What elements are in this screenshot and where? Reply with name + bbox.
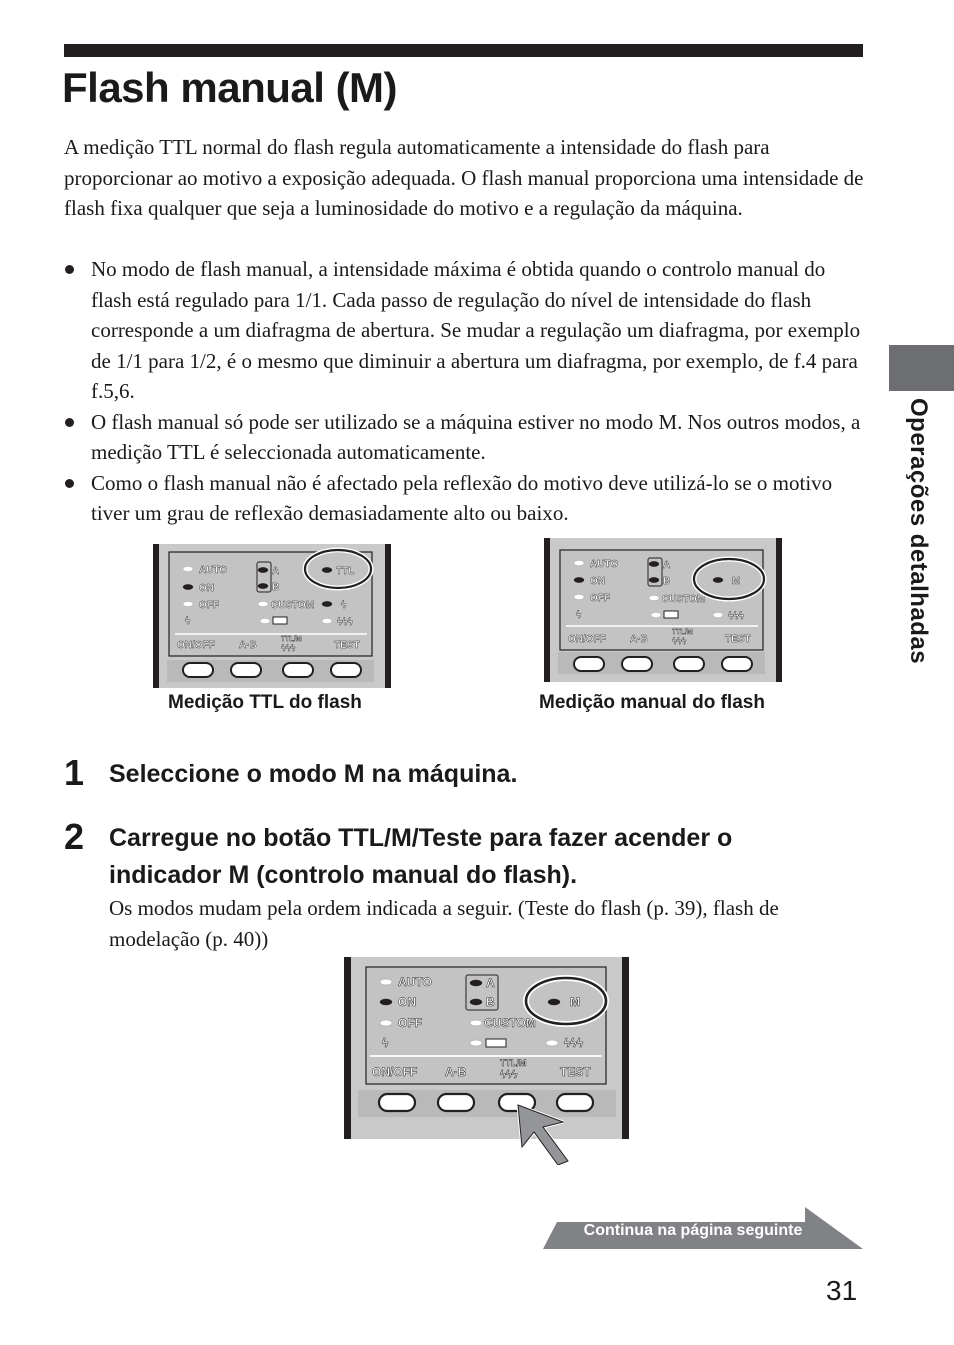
flash-icon: ϟ — [341, 600, 347, 611]
ttlm-test-button — [674, 657, 704, 671]
label-auto: AUTO — [199, 565, 228, 576]
bullet-item — [64, 407, 864, 468]
step-number: 2 — [64, 816, 85, 857]
step-text: Seleccione o modo M na máquina. — [109, 760, 518, 788]
flash-panel-ttl-drawing — [153, 544, 391, 688]
label-auto: AUTO — [590, 559, 619, 570]
ab-label: A·B — [630, 634, 648, 645]
step-description: Os modos mudam pela ordem indicada a seguir. (Teste do flash (p. 39), flash de modelação (p. 40)) — [109, 896, 779, 951]
modeling-flash-icon: ϟϟϟ — [672, 636, 687, 646]
flash-icon: ϟ — [382, 1036, 389, 1050]
intro-paragraph: A medição TTL normal do flash regula automaticamente a intensidade do flash para proporcionar ao motivo a exposição adequada. O flash manual proporciona uma intensidade de flash fixa qualquer que seja a luminosidade do motivo e a regulação da máquina. — [64, 135, 864, 220]
label-ttl: TTL — [336, 566, 355, 577]
onoff-button — [574, 657, 604, 671]
label-b: B — [272, 582, 280, 593]
test-label: TEST — [334, 640, 360, 651]
flash-panel-manual-drawing — [544, 538, 782, 682]
flash-panel-ttl — [153, 544, 391, 688]
flash-panel-step-drawing — [344, 957, 629, 1165]
modeling-flash-icon: ϟϟϟ — [564, 1036, 584, 1050]
label-on: ON — [590, 576, 605, 587]
page-title: Flash manual (M) — [62, 64, 398, 111]
test-button — [331, 663, 361, 677]
step-number: 1 — [64, 752, 85, 793]
flash-panel-step — [344, 957, 629, 1165]
ab-label: A·B — [445, 1065, 467, 1079]
label-a: A — [486, 976, 495, 990]
flash-panel-manual — [544, 538, 782, 682]
bullet-dot-icon — [65, 418, 74, 427]
modeling-flash-icon: ϟϟϟ — [281, 643, 296, 653]
label-b: B — [663, 576, 671, 587]
label-b: B — [486, 995, 495, 1009]
label-m: M — [732, 576, 741, 587]
label-a: A — [272, 566, 280, 577]
onoff-label: ON/OFF — [568, 634, 606, 645]
section-tab-label: Operações detalhadas — [905, 398, 932, 665]
label-on: ON — [398, 995, 416, 1009]
label-on: ON — [199, 583, 214, 594]
onoff-button — [379, 1094, 415, 1111]
test-label: TEST — [725, 634, 751, 645]
figure-caption-ttl: Medição TTL do flash — [168, 692, 362, 713]
ttlm-test-button — [283, 663, 313, 677]
ttlm-label: TTL/M — [281, 636, 302, 643]
ab-label: A·B — [239, 640, 257, 651]
bullet-item — [64, 468, 864, 529]
modeling-flash-icon: ϟϟϟ — [500, 1069, 518, 1081]
figure-caption-manual: Medição manual do flash — [539, 692, 765, 713]
ab-button — [231, 663, 261, 677]
ttlm-label: TTL/M — [500, 1058, 527, 1068]
bullet-item — [64, 254, 864, 407]
page-number: 31 — [826, 1275, 858, 1306]
label-off: OFF — [398, 1016, 422, 1030]
label-m: M — [570, 995, 580, 1009]
bullet-dot-icon — [65, 479, 74, 488]
ab-button — [622, 657, 652, 671]
section-tab-marker — [889, 345, 954, 391]
label-custom: CUSTOM — [484, 1016, 536, 1030]
flash-icon: ϟ — [576, 610, 582, 621]
test-button — [557, 1094, 593, 1111]
test-label: TEST — [560, 1065, 591, 1079]
label-off: OFF — [590, 593, 610, 604]
bullet-text: Como o flash manual não é afectado pela reflexão do motivo deve utilizá-lo se o motivo tiver um grau de reflexão demasiadamente alto ou baixo. — [91, 470, 833, 525]
label-a: A — [663, 560, 671, 571]
label-custom: CUSTOM — [271, 600, 315, 611]
ttlm-label: TTL/M — [672, 629, 693, 636]
onoff-label: ON/OFF — [372, 1065, 418, 1079]
onoff-label: ON/OFF — [177, 640, 215, 651]
continue-label: Continua na página seguinte — [583, 1222, 803, 1239]
test-button — [722, 657, 752, 671]
modeling-flash-icon: ϟϟϟ — [337, 617, 353, 628]
ab-button — [438, 1094, 474, 1111]
modeling-flash-icon: ϟϟϟ — [728, 611, 744, 622]
bullet-dot-icon — [65, 265, 74, 274]
bullet-list — [64, 254, 864, 529]
bullet-text: No modo de flash manual, a intensidade máxima é obtida quando o controlo manual do flash está regulado para 1/1. Cada passo de regulação do nível de intensidade do flash corresponde a um diafragma de abertura. Se mudar a regulação um diafragma, por exemplo de 1/1 para 1/2, é o mesmo que diminuir a abertura um diafragma, por exemplo, de f.4 para f.5,6. — [91, 257, 861, 403]
label-auto: AUTO — [398, 975, 432, 989]
bullet-text: O flash manual só pode ser utilizado se a máquina estiver no modo M. Nos outros modos, a medição TTL é seleccionada automaticamente. — [91, 409, 861, 464]
onoff-button — [183, 663, 213, 677]
flash-icon: ϟ — [185, 616, 191, 627]
label-off: OFF — [199, 600, 219, 611]
step-text: Carregue no botão TTL/M/Teste para fazer acender o indicador M (controlo manual do flash). — [109, 824, 733, 889]
label-custom: CUSTOM — [662, 594, 706, 605]
top-rule — [64, 44, 863, 57]
